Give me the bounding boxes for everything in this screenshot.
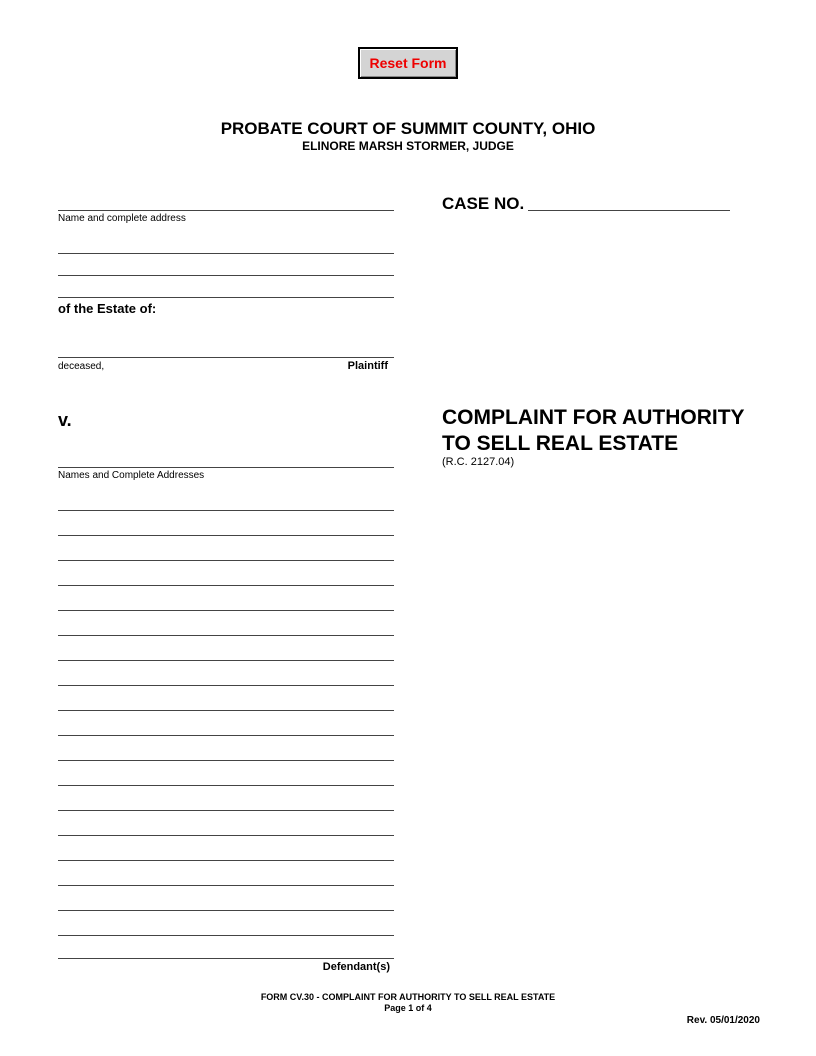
statute-reference: (R.C. 2127.04) <box>442 456 515 468</box>
defendant-address-field[interactable] <box>58 910 394 911</box>
defendant-address-field[interactable] <box>58 560 394 561</box>
case-number-field[interactable] <box>528 210 730 211</box>
plaintiff-name-field[interactable] <box>58 210 394 211</box>
plaintiff-label: Plaintiff <box>347 360 388 372</box>
footer-revision: Rev. 05/01/2020 <box>686 1015 760 1026</box>
plaintiff-address-field-1[interactable] <box>58 253 394 254</box>
complaint-title <box>442 405 745 457</box>
plaintiff-address-field-2[interactable] <box>58 275 394 276</box>
reset-form-button[interactable]: Reset Form <box>358 47 458 79</box>
defendant-name-field[interactable] <box>58 467 394 468</box>
defendant-address-field[interactable] <box>58 835 394 836</box>
address-label: Name and complete address <box>58 213 186 224</box>
deceased-label: deceased, <box>58 361 105 372</box>
defendant-address-field[interactable] <box>58 685 394 686</box>
defendant-address-field[interactable] <box>58 760 394 761</box>
defendant-address-field[interactable] <box>58 935 394 936</box>
court-title: PROBATE COURT OF SUMMIT COUNTY, OHIO <box>220 119 596 138</box>
defendant-address-field[interactable] <box>58 735 394 736</box>
estate-label: of the Estate of: <box>58 301 157 316</box>
defendant-address-field[interactable] <box>58 860 394 861</box>
title-line-2: TO SELL REAL ESTATE <box>442 432 679 455</box>
defendants-address-label: Names and Complete Addresses <box>58 470 205 481</box>
defendant-address-field[interactable] <box>58 585 394 586</box>
defendant-address-field[interactable] <box>58 635 394 636</box>
defendant-address-field[interactable] <box>58 785 394 786</box>
defendants-label: Defendant(s) <box>322 961 390 973</box>
decedent-name-field[interactable] <box>58 357 394 358</box>
title-line-1: COMPLAINT FOR AUTHORITY <box>442 406 745 429</box>
footer-page-number: Page 1 of 4 <box>384 1003 432 1013</box>
plaintiff-address-field-3[interactable] <box>58 297 394 298</box>
judge-name: ELINORE MARSH STORMER, JUDGE <box>302 139 514 153</box>
defendant-address-field[interactable] <box>58 710 394 711</box>
defendant-address-field[interactable] <box>58 660 394 661</box>
footer-form-title: FORM CV.30 - COMPLAINT FOR AUTHORITY TO SELL REAL ESTATE <box>260 992 556 1002</box>
defendant-address-field[interactable] <box>58 535 394 536</box>
versus-label: v. <box>58 410 72 430</box>
defendant-address-field[interactable] <box>58 510 394 511</box>
defendant-address-field[interactable] <box>58 885 394 886</box>
case-number-label: CASE NO. <box>442 194 525 213</box>
defendant-address-field[interactable] <box>58 810 394 811</box>
defendant-field-last[interactable] <box>58 958 394 959</box>
defendant-address-field[interactable] <box>58 610 394 611</box>
